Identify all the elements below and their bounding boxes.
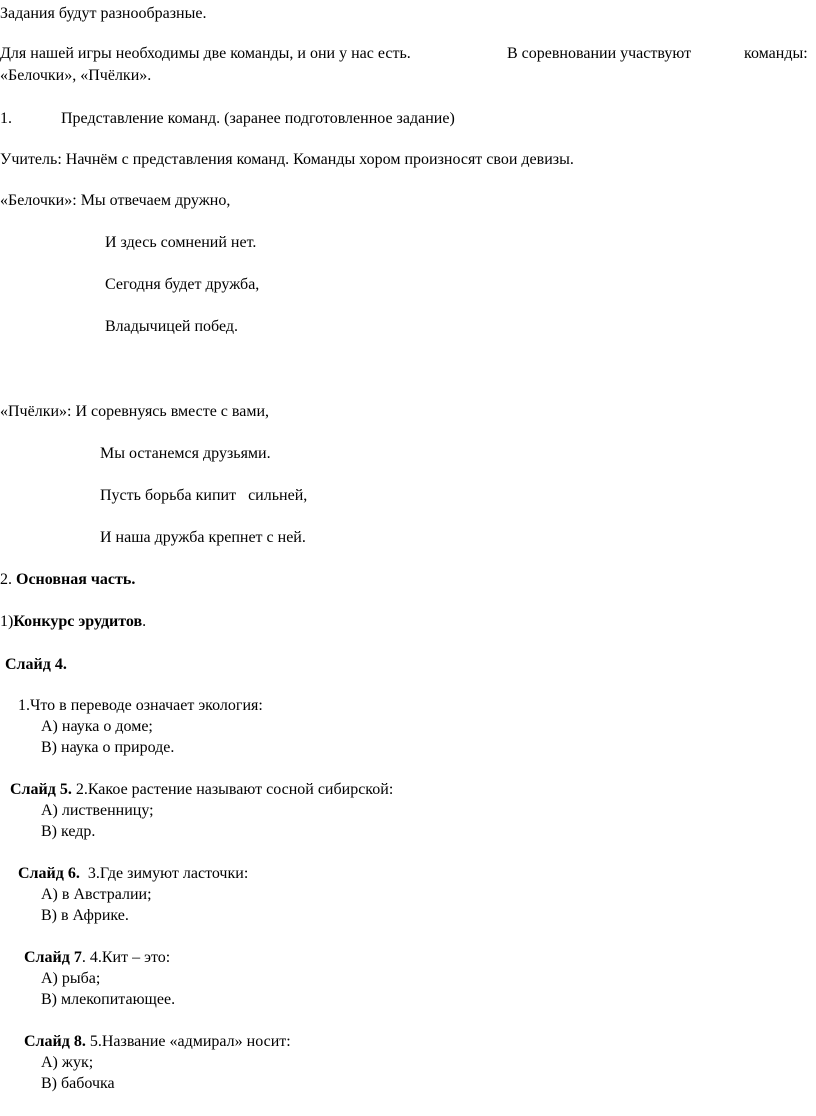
teams-names: «Белочки», «Пчёлки». [0, 67, 152, 84]
question1-answer-b: В) наука о природе. [41, 739, 175, 756]
question4-text: . 4.Кит – это: [81, 949, 171, 966]
question5-answer-b: В) бабочка [41, 1075, 115, 1092]
question5-answer-a: А) жук; [41, 1054, 94, 1071]
section2-number: 2. [0, 571, 16, 588]
section1-title: Представление команд. (заранее подготовленное задание) [61, 110, 455, 127]
belochki-motto-line1 [0, 192, 230, 210]
question2-answer-b: В) кедр. [41, 823, 96, 840]
pchyolki-motto-line4: И наша дружба крепнет с ней. [100, 529, 306, 546]
pchyolki-motto-line3: Пусть борьба кипит сильней, [100, 487, 308, 504]
slide8-label: Слайд 8. [24, 1033, 86, 1050]
belochki-motto-line3: Сегодня будет дружба, [105, 276, 260, 293]
teams-line-c: команды: [744, 45, 808, 62]
slide5-label: Слайд 5. [10, 781, 72, 798]
teacher-line: Учитель: Начнём с представления команд. Команды хором произносят свои девизы. [0, 151, 574, 168]
question4 [24, 949, 170, 967]
question4-answer-a: А) рыба; [41, 970, 101, 987]
pchyolki-motto-line2: Мы останемся друзьями. [100, 445, 271, 462]
question1: 1.Что в переводе означает экология: [18, 697, 263, 714]
teams-line-b: В соревновании участвуют [507, 45, 692, 62]
question4-answer-b: В) млекопитающее. [41, 991, 176, 1008]
section2-heading [0, 571, 135, 589]
question5-text: 5.Название «адмирал» носит: [85, 1033, 291, 1050]
question3-text: 3.Где зимуют ласточки: [79, 865, 249, 882]
question3-answer-a: А) в Австралии; [41, 886, 152, 903]
contest-dot: . [142, 613, 147, 630]
belochki-motto-line2: И здесь сомнений нет. [105, 234, 257, 251]
section1-number: 1. [0, 110, 12, 127]
contest-heading [0, 613, 146, 631]
question2 [10, 781, 393, 799]
intro-line: Задания будут разнообразные. [0, 5, 207, 22]
teams-line-a: Для нашей игры необходимы две команды, и они у нас есть. [0, 45, 411, 62]
question2-text: 2.Какое растение называют сосной сибирской: [71, 781, 394, 798]
question2-answer-a: А) лиственницу; [41, 802, 154, 819]
section2-title: Основная часть. [16, 571, 136, 588]
pchyolki-label: «Пчёлки»: [0, 403, 76, 420]
question1-answer-a: А) наука о доме; [41, 718, 153, 735]
contest-title: Конкурс эрудитов [13, 613, 143, 630]
belochki-motto-line4: Владычицей побед. [105, 318, 239, 335]
belochki-text: Мы отвечаем дружно, [80, 192, 231, 209]
question3-answer-b: В) в Африке. [41, 907, 129, 924]
contest-number: 1) [0, 613, 14, 630]
slide4-label: Слайд 4. [5, 656, 67, 673]
pchyolki-text: И соревнуясь вместе с вами, [75, 403, 270, 420]
question3 [18, 865, 248, 883]
pchyolki-motto-line1 [0, 403, 269, 421]
slide7-label: Слайд 7 [24, 949, 82, 966]
slide6-label: Слайд 6. [18, 865, 80, 882]
belochki-label: «Белочки»: [0, 192, 81, 209]
question5 [24, 1033, 291, 1051]
